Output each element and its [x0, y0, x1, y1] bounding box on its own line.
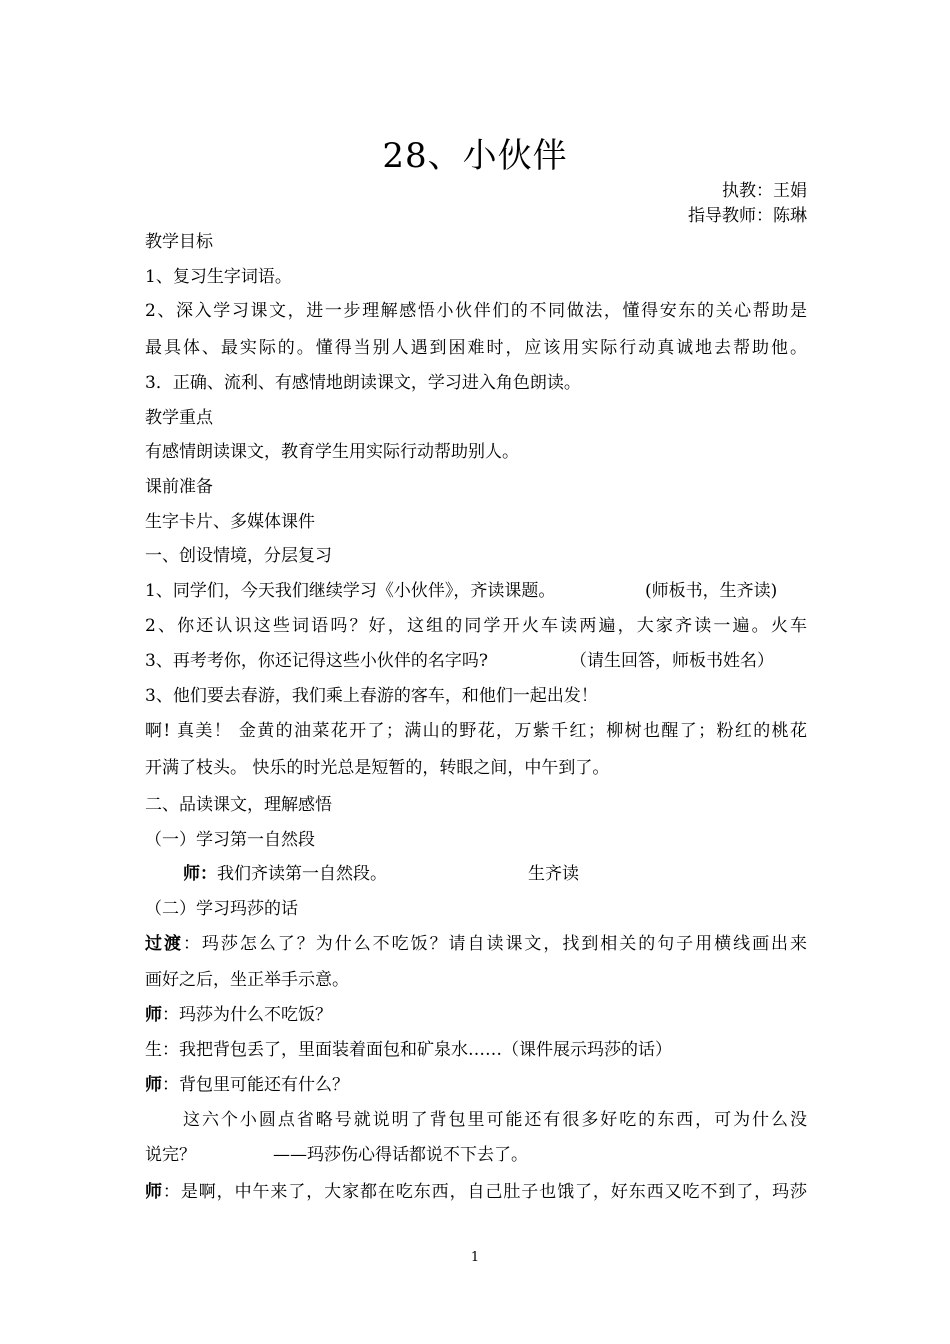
speaker-teacher: 师: [145, 1182, 163, 1202]
section-2-heading: 二、品读课文，理解感悟: [145, 795, 332, 815]
step-1-note: (师板书，生齐读): [645, 581, 778, 601]
advisor-line: 指导教师：陈琳: [688, 206, 807, 226]
teacher-line-1: [183, 859, 387, 884]
teacher-line-1-text: 我们齐读第一自然段。: [217, 864, 387, 884]
speaker-teacher: 师: [145, 1005, 162, 1025]
teacher-question-1-text: ：玛莎为什么不吃饭？: [162, 1005, 332, 1025]
heading-objectives: 教学目标: [145, 232, 213, 252]
step-3b: 3、他们要去春游，我们乘上春游的客车，和他们一起出发！: [145, 686, 598, 706]
heading-preparation: 课前准备: [145, 477, 213, 497]
teacher-question-2: [145, 1070, 349, 1095]
heading-key-point: 教学重点: [145, 408, 213, 428]
step-3-note: （请生回答，师板书姓名）: [570, 651, 774, 671]
section-1-heading: 一、创设情境，分层复习: [145, 546, 332, 566]
transition-cont: 画好之后，坐正举手示意。: [145, 970, 349, 990]
objective-2-cont: 最具体、最实际的。懂得当别人遇到困难时，应该用实际行动真诚地去帮助他。: [145, 338, 807, 358]
student-response: 生齐读: [528, 864, 579, 884]
student-answer-1: 生：我把背包丢了，里面装着面包和矿泉水……（课件展示玛莎的话）: [145, 1040, 672, 1060]
teacher-question-2-text: ：背包里可能还有什么？: [162, 1075, 349, 1095]
page-number: 1: [470, 1250, 480, 1265]
subsection-1-heading: （一）学习第一自然段: [145, 830, 315, 850]
speaker-teacher: 师: [145, 1075, 162, 1095]
transition-line: [145, 929, 807, 954]
objective-3: 3．正确、流利、有感情地朗读课文，学习进入角色朗读。: [145, 373, 581, 393]
teacher-line: 执教：王娟: [722, 181, 807, 201]
ellipsis-answer: ——玛莎伤心得话都说不下去了。: [273, 1145, 528, 1165]
key-point-text: 有感情朗读课文，教育学生用实际行动帮助别人。: [145, 442, 519, 462]
teacher-line-final-text: ：是啊，中午来了，大家都在吃东西，自己肚子也饿了，好东西又吃不到了，玛莎: [162, 1182, 808, 1202]
scene-description: 啊! 真美！ 金黄的油菜花开了；满山的野花，万紫千红；柳树也醒了；粉红的桃花: [145, 721, 807, 741]
ellipsis-explanation: 这六个小圆点省略号就说明了背包里可能还有很多好吃的东西，可为什么没: [183, 1110, 807, 1130]
step-3: 3、再考考你，你还记得这些小伙伴的名字吗?: [145, 651, 488, 671]
objective-1: 1、复习生字词语。: [145, 267, 292, 287]
scene-description-cont: 开满了枝头。 快乐的时光总是短暂的，转眼之间，中午到了。: [145, 758, 610, 778]
objective-2: 2、深入学习课文，进一步理解感悟小伙伴们的不同做法，懂得安东的关心帮助是: [145, 301, 807, 321]
teacher-question-1: [145, 1000, 332, 1025]
transition-label: 过渡: [145, 934, 183, 954]
speaker-teacher: 师：: [183, 864, 217, 884]
ellipsis-explanation-cont: 说完？: [145, 1145, 196, 1165]
teacher-line-final: [145, 1177, 807, 1202]
step-2: 2、你还认识这些词语吗？好，这组的同学开火车读两遍，大家齐读一遍。火车: [145, 616, 807, 636]
subsection-2-heading: （二）学习玛莎的话: [145, 899, 298, 919]
step-1: 1、同学们，今天我们继续学习《小伙伴》，齐读课题。: [145, 581, 556, 601]
document-title: 28、小伙伴: [382, 136, 568, 176]
preparation-text: 生字卡片、多媒体课件: [145, 512, 315, 532]
transition-text: ：玛莎怎么了？为什么不吃饭？请自读课文，找到相关的句子用横线画出来: [182, 934, 808, 954]
